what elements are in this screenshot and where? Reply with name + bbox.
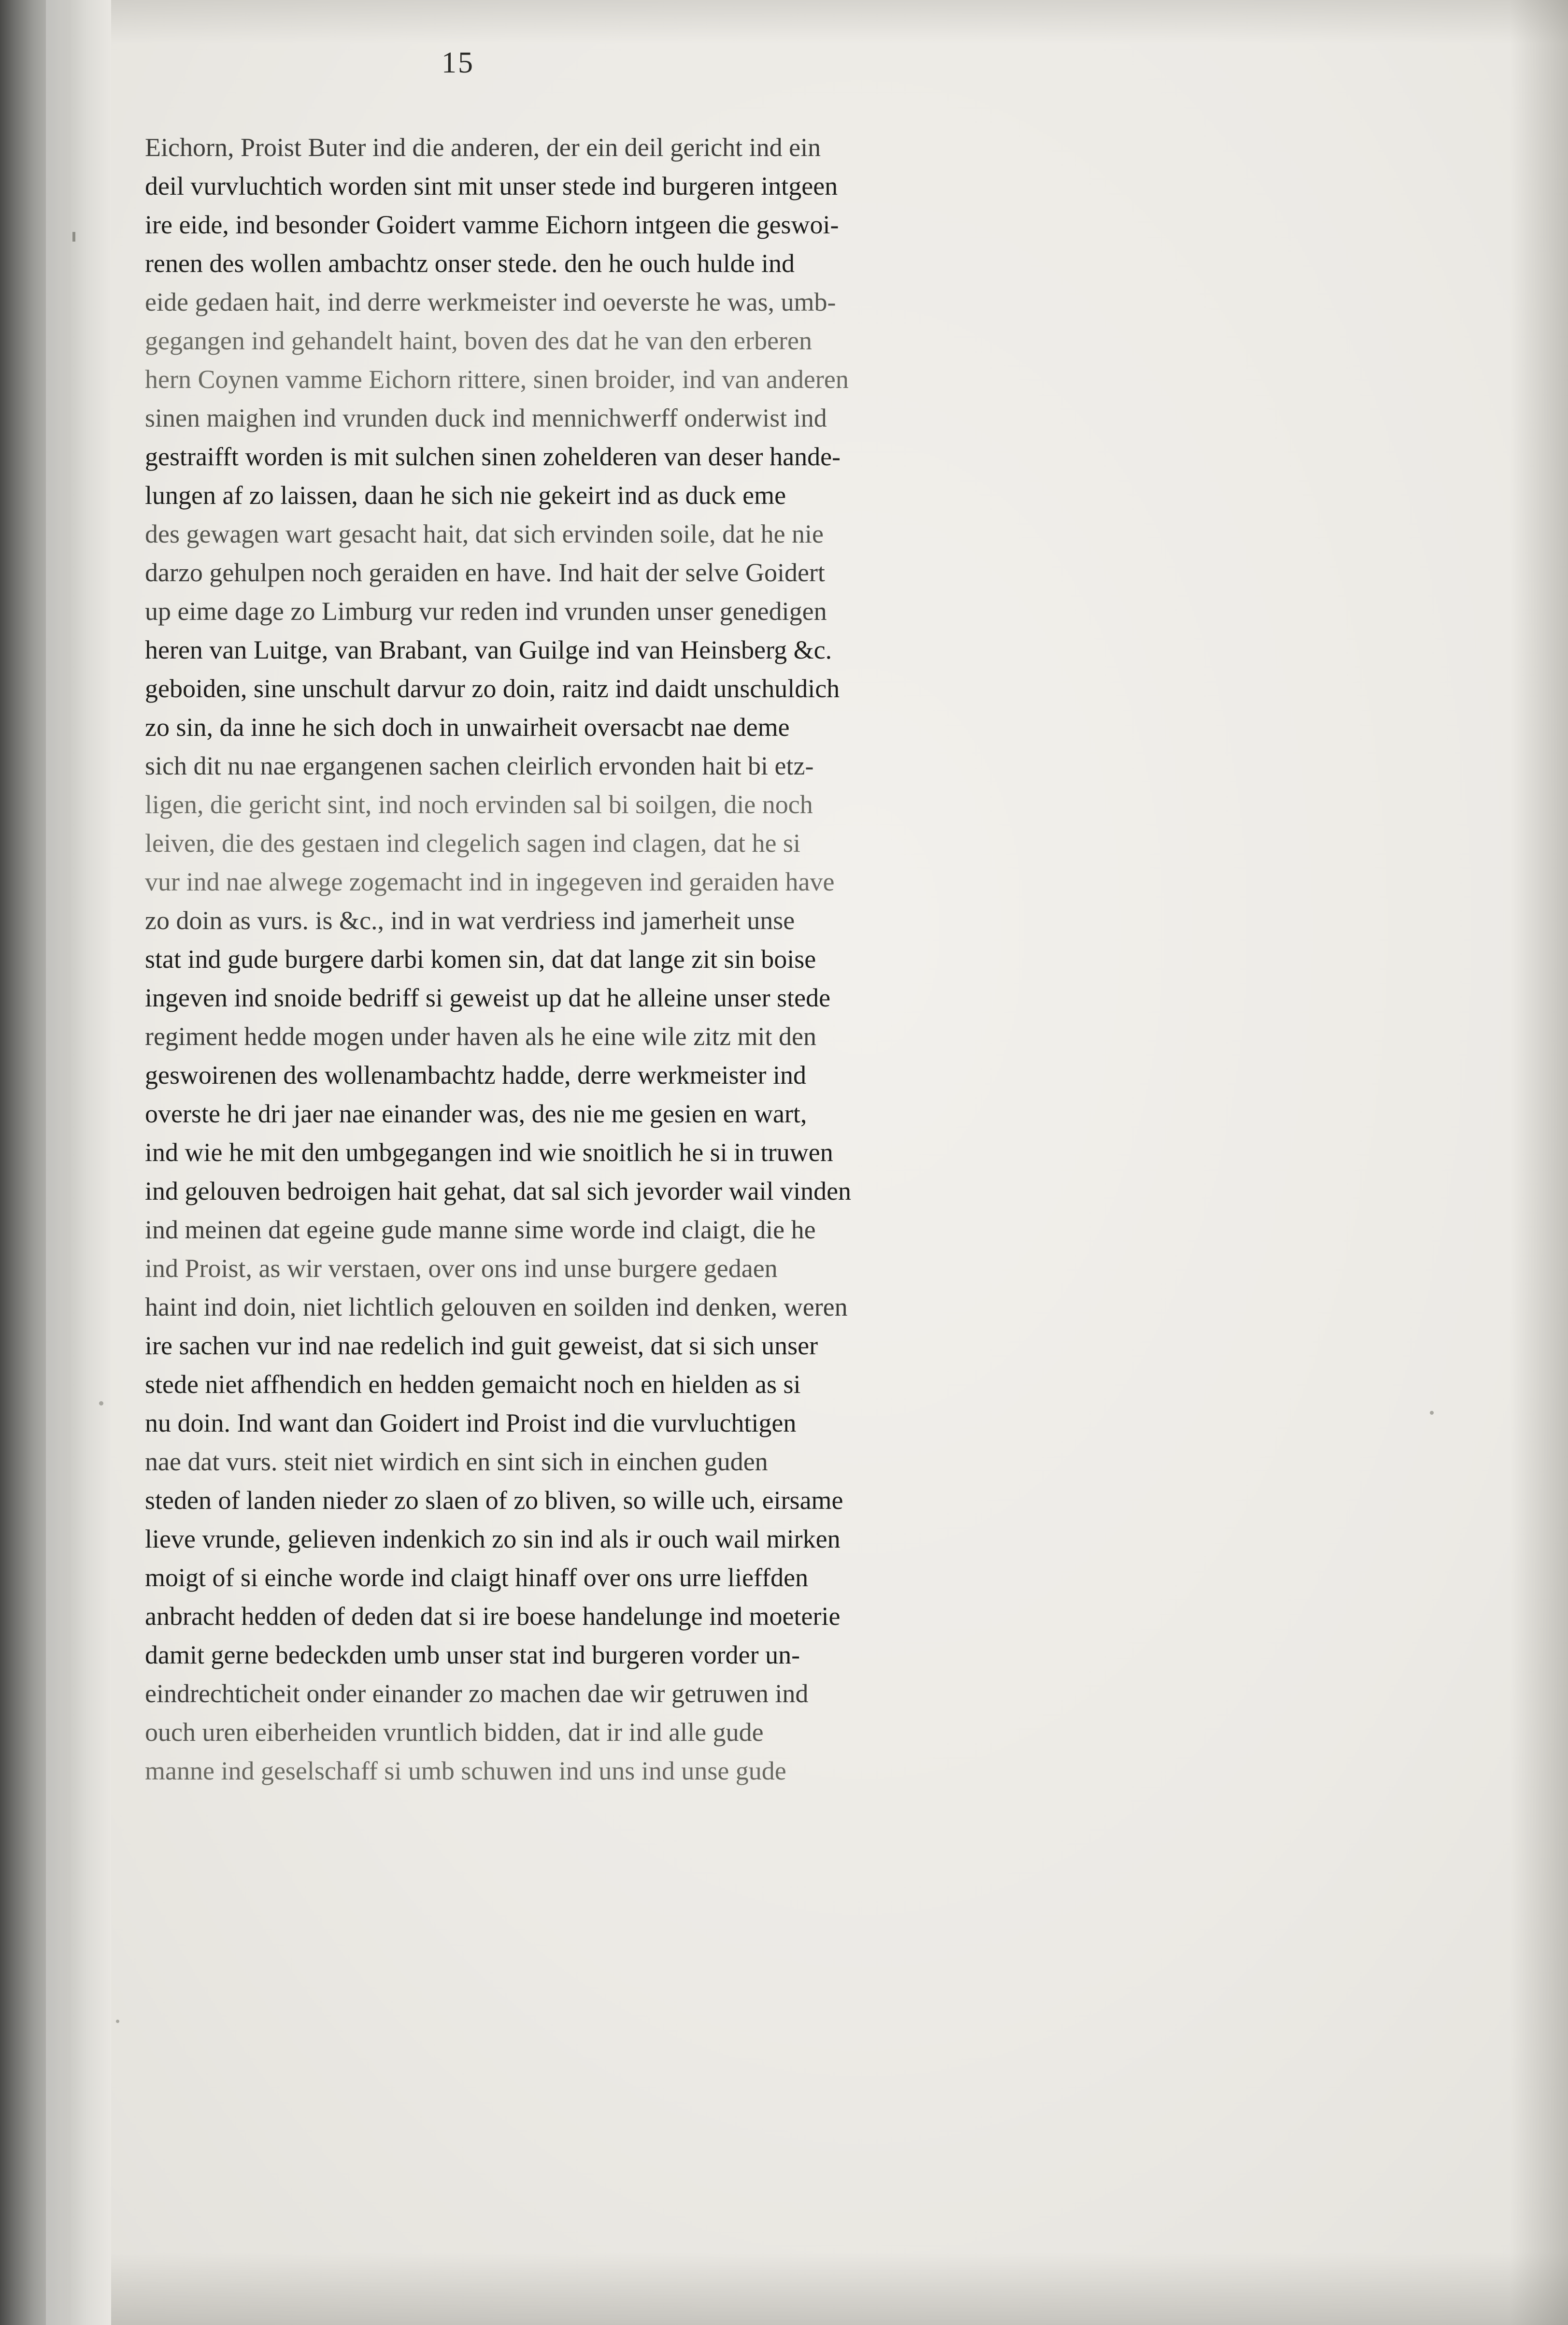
- text-line: ire eide, ind besonder Goidert vamme Eichorn intgeen die geswoi-: [145, 210, 839, 239]
- text-line: eindrechticheit onder einander zo machen dae wir getruwen ind: [145, 1679, 809, 1708]
- text-line: ingeven ind snoide bedriff si geweist up dat he alleine unser stede: [145, 983, 831, 1012]
- text-line: gegangen ind gehandelt haint, boven des dat he van den erberen: [145, 326, 812, 355]
- page-top-shadow: [0, 0, 1568, 43]
- text-line: stede niet affhendich en hedden gemaicht noch en hielden as si: [145, 1370, 801, 1399]
- text-line: heren van Luitge, van Brabant, van Guilge ind van Heinsberg &c.: [145, 635, 832, 664]
- paper-speck: [1430, 1411, 1434, 1415]
- text-line: sich dit nu nae ergangenen sachen cleirlich ervonden hait bi etz-: [145, 751, 814, 780]
- text-line: regiment hedde mogen under haven als he eine wile zitz mit den: [145, 1022, 816, 1051]
- text-line: leiven, die des gestaen ind clegelich sagen ind clagen, dat he si: [145, 829, 801, 858]
- text-line: lieve vrunde, gelieven indenkich zo sin ind als ir ouch wail mirken: [145, 1524, 841, 1553]
- text-line: ind Proist, as wir verstaen, over ons ind unse burgere gedaen: [145, 1254, 778, 1283]
- text-line: overste he dri jaer nae einander was, des nie me gesien en wart,: [145, 1099, 807, 1128]
- text-line: moigt of si einche worde ind claigt hinaff over ons urre lieffden: [145, 1563, 809, 1592]
- text-line: des gewagen wart gesacht hait, dat sich ervinden soile, dat he nie: [145, 519, 824, 548]
- text-line: ouch uren eiberheiden vruntlich bidden, dat ir ind alle gude: [145, 1718, 764, 1747]
- text-line: nae dat vurs. steit niet wirdich en sint sich in einchen guden: [145, 1447, 768, 1476]
- text-line: up eime dage zo Limburg vur reden ind vrunden unser genedigen: [145, 597, 827, 626]
- text-line: haint ind doin, niet lichtlich gelouven en soilden ind denken, weren: [145, 1292, 848, 1321]
- text-line: deil vurvluchtich worden sint mit unser stede ind burgeren intgeen: [145, 172, 838, 201]
- paper-speck: [99, 1401, 103, 1406]
- page-bottom-shadow: [0, 2253, 1568, 2325]
- text-line: lungen af zo laissen, daan he sich nie gekeirt ind as duck eme: [145, 481, 786, 510]
- text-line: geswoirenen des wollenambachtz hadde, derre werkmeister ind: [145, 1061, 806, 1090]
- paragraph: [145, 128, 1241, 1790]
- text-line: gestraifft worden is mit sulchen sinen zohelderen van deser hande-: [145, 442, 841, 471]
- text-line: stat ind gude burgere darbi komen sin, dat dat lange zit sin boise: [145, 945, 816, 974]
- text-line: ligen, die gericht sint, ind noch ervinden sal bi soilgen, die noch: [145, 790, 813, 819]
- text-line: vur ind nae alwege zogemacht ind in ingegeven ind geraiden have: [145, 867, 835, 896]
- text-line: eide gedaen hait, ind derre werkmeister ind oeverste he was, umb-: [145, 287, 836, 316]
- text-line: ind wie he mit den umbgegangen ind wie snoitlich he si in truwen: [145, 1138, 833, 1167]
- text-line: ind meinen dat egeine gude manne sime worde ind claigt, die he: [145, 1215, 816, 1244]
- text-line: ire sachen vur ind nae redelich ind guit geweist, dat si sich unser: [145, 1331, 818, 1360]
- text-line: damit gerne bedeckden umb unser stat ind burgeren vorder un-: [145, 1640, 800, 1669]
- page-body-text: [145, 128, 1241, 1790]
- text-line: Eichorn, Proist Buter ind die anderen, der ein deil gericht ind ein: [145, 133, 821, 162]
- text-line: anbracht hedden of deden dat si ire boese handelunge ind moeterie: [145, 1602, 841, 1631]
- text-line: renen des wollen ambachtz onser stede. den he ouch hulde ind: [145, 249, 795, 278]
- text-line: hern Coynen vamme Eichorn rittere, sinen broider, ind van anderen: [145, 365, 849, 394]
- page-number-value: 15: [442, 46, 474, 79]
- text-line: sinen maighen ind vrunden duck ind mennichwerff onderwist ind: [145, 403, 827, 432]
- text-line: nu doin. Ind want dan Goidert ind Proist ind die vurvluchtigen: [145, 1408, 797, 1437]
- book-gutter-shadow: [0, 0, 111, 2325]
- text-line: zo sin, da inne he sich doch in unwairheit oversacbt nae deme: [145, 713, 790, 742]
- text-line: geboiden, sine unschult darvur zo doin, raitz ind daidt unschuldich: [145, 674, 840, 703]
- page-number: [0, 46, 1568, 80]
- gutter-highlight: [46, 0, 69, 2325]
- text-line: zo doin as vurs. is &c., ind in wat verdriess ind jamerheit unse: [145, 906, 795, 935]
- paper-speck: [116, 2020, 119, 2023]
- text-line: steden of landen nieder zo slaen of zo bliven, so wille uch, eirsame: [145, 1486, 843, 1515]
- page-right-shadow: [1510, 0, 1568, 2325]
- text-line: ind gelouven bedroigen hait gehat, dat sal sich jevorder wail vinden: [145, 1177, 852, 1206]
- text-line: darzo gehulpen noch geraiden en have. Ind hait der selve Goidert: [145, 558, 825, 587]
- margin-speck: [72, 232, 75, 242]
- text-line: manne ind geselschaff si umb schuwen ind uns ind unse gude: [145, 1756, 786, 1785]
